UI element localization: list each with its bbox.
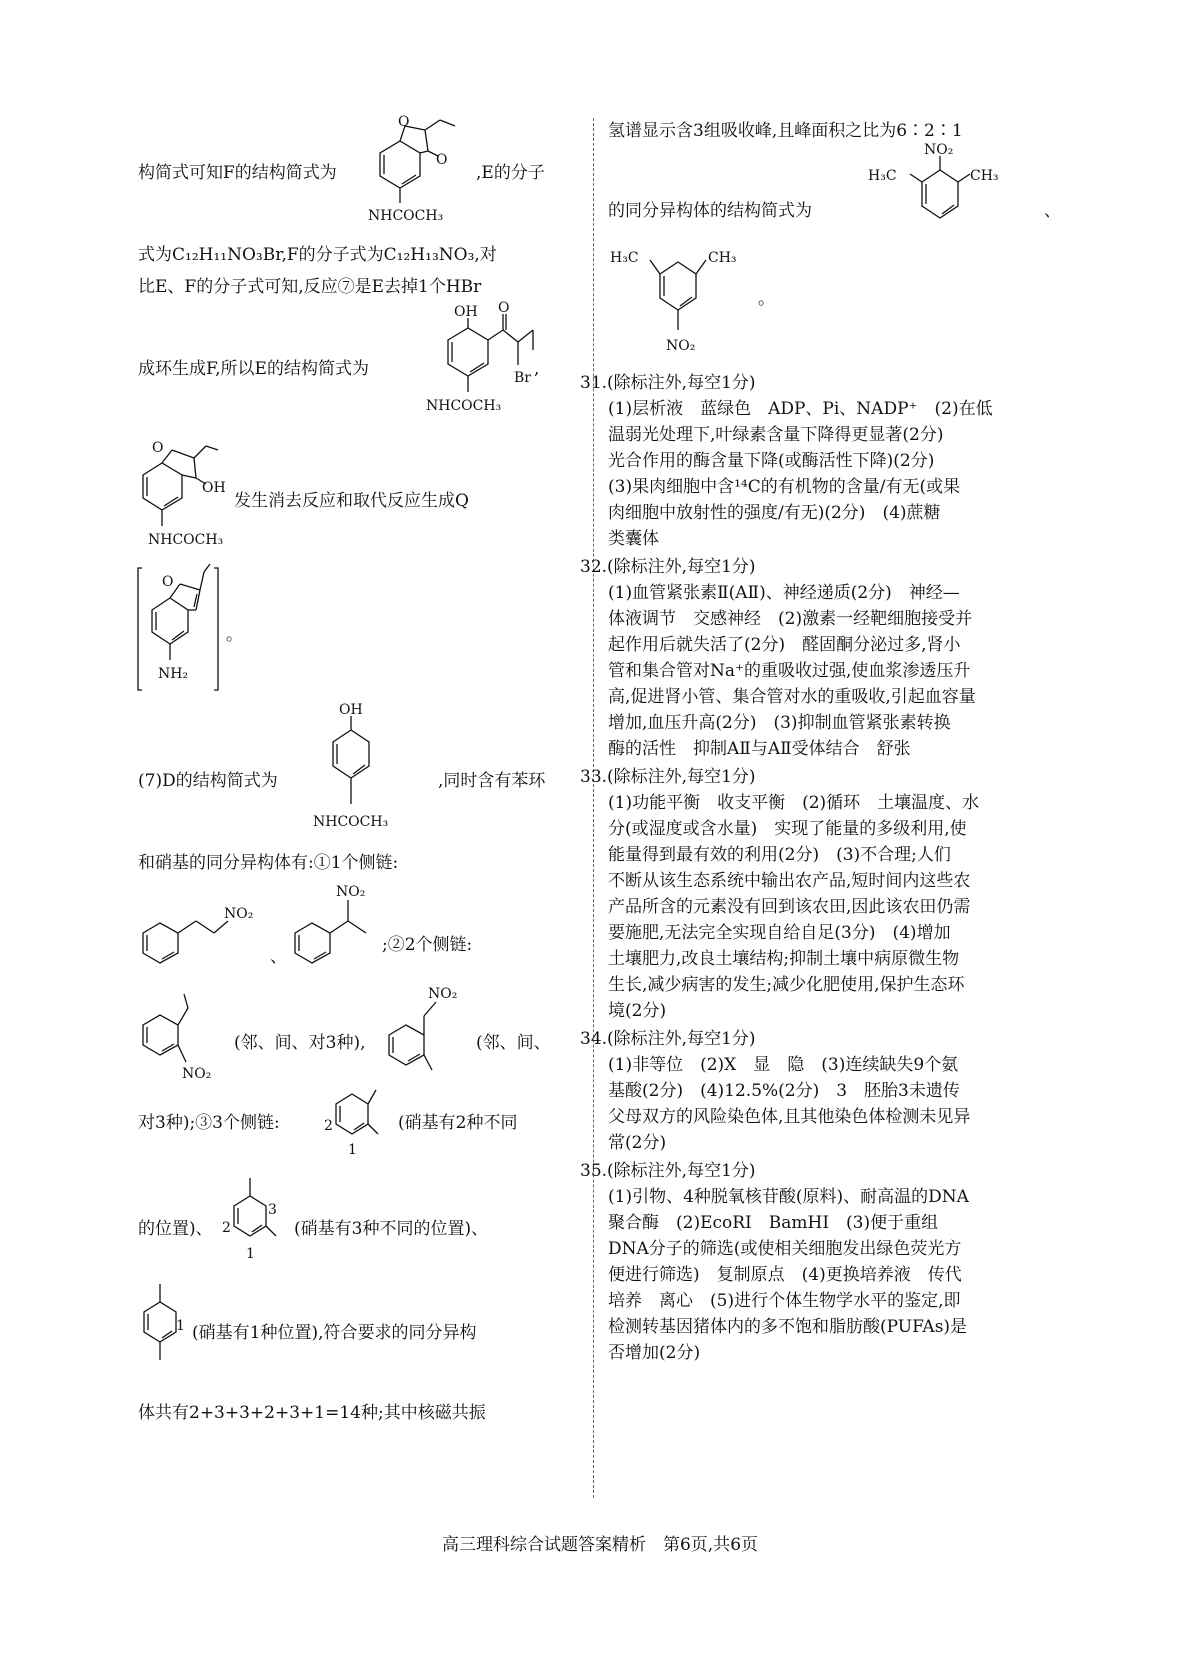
q35-line-a: (1)引物、4种脱氧核苷酸(原料)、耐高温的DNA <box>608 1187 969 1207</box>
q33-line-i: 境(2分) <box>608 1001 667 1021</box>
left-line-5: 发生消去反应和取代反应生成Q <box>234 491 469 511</box>
isomer-3a-pos-1: 1 <box>348 1142 357 1158</box>
isomer-2b <box>384 980 484 1094</box>
q35-heading: 35.(除标注外,每空1分) <box>580 1161 756 1181</box>
left-line-4b: , <box>534 359 540 379</box>
q32-line-f: 增加,血压升高(2分) (3)抑制血管紧张素转换 <box>608 713 951 733</box>
q31-line-a: (1)层析液 蓝绿色 ADP、Pi、NADP⁺ (2)在低 <box>608 399 993 419</box>
q-substituent: NH₂ <box>158 666 189 682</box>
q35-line-e: 培养 离心 (5)进行个体生物学水平的鉴定,即 <box>608 1291 961 1311</box>
left-line-2: 式为C₁₂H₁₁NO₃Br,F的分子式为C₁₂H₁₃NO₃,对 <box>138 245 497 265</box>
d-substituent: NHCOCH₃ <box>313 814 389 830</box>
left-line-14: 体共有2+3+3+2+3+1=14种;其中核磁共振 <box>138 1403 486 1423</box>
q35-line-d: 便进行筛选) 复制原点 (4)更换培养液 传代 <box>608 1265 962 1285</box>
q31-line-e: 肉细胞中放射性的强度/有无)(2分) (4)蔗糖 <box>608 503 941 523</box>
isomer-2b-nitro: NO₂ <box>428 986 458 1002</box>
isomer-3b <box>220 1174 300 1288</box>
q31-line-d: (3)果肉细胞中含¹⁴C的有机物的含量/有无(或果 <box>608 477 961 497</box>
left-line-12b: (硝基有3种不同的位置)、 <box>294 1219 489 1239</box>
q34-heading: 34.(除标注外,每空1分) <box>580 1029 756 1049</box>
e-ketone-oxygen: O <box>498 300 510 316</box>
struct-a-nitro: NO₂ <box>924 142 954 158</box>
struct-b-nitro: NO₂ <box>666 338 696 354</box>
left-line-11a: 对3种);③3个侧链: <box>138 1113 280 1133</box>
q35-line-c: DNA分子的筛选(或使相关细胞发出绿色荧光方 <box>608 1239 962 1259</box>
right-line-1: 氢谱显示含3组吸收峰,且峰面积之比为6∶2∶1 <box>608 121 963 141</box>
isomer-2a-nitro: NO₂ <box>182 1066 212 1082</box>
q33-line-b: 分(或湿度或含水量) 实现了能量的多级利用,使 <box>608 819 967 839</box>
left-line-4: 成环生成F,所以E的结构简式为 <box>138 359 369 379</box>
structure-q <box>138 560 238 704</box>
column-divider <box>593 118 594 1498</box>
isomer-1a-nitro: NO₂ <box>224 906 254 922</box>
q34-line-a: (1)非等位 (2)X 显 隐 (3)连续缺失9个氨 <box>608 1055 959 1075</box>
left-line-11b: (硝基有2种不同 <box>398 1113 518 1133</box>
structure-intermediate <box>138 440 238 564</box>
isomer-3a-pos-2: 2 <box>324 1118 333 1134</box>
q33-heading: 33.(除标注外,每空1分) <box>580 767 756 787</box>
e-hydroxyl: OH <box>454 304 478 320</box>
isomer-3b-pos-3: 3 <box>268 1202 277 1218</box>
q34-line-d: 常(2分) <box>608 1133 667 1153</box>
left-line-7b: ,同时含有苯环 <box>438 771 546 791</box>
q33-line-d: 不断从该生态系统中输出农产品,短时间内这些农 <box>608 871 971 891</box>
struct-b-methyl-left: H₃C <box>610 250 639 266</box>
q35-line-g: 否增加(2分) <box>608 1343 701 1363</box>
intermediate-substituent: NHCOCH₃ <box>148 532 224 548</box>
q31-line-c: 光合作用的酶含量下降(或酶活性下降)(2分) <box>608 451 935 471</box>
structure-d <box>303 702 423 846</box>
isomer-1a <box>138 888 268 982</box>
left-line-3: 比E、F的分子式可知,反应⑦是E去掉1个HBr <box>138 277 482 297</box>
q33-line-a: (1)功能平衡 收支平衡 (2)循环 土壤温度、水 <box>608 793 980 813</box>
right-line-2b: 、 <box>1044 201 1061 221</box>
q32-line-e: 高,促进肾小管、集合管对水的重吸收,引起血容量 <box>608 687 976 707</box>
left-line-8: 和硝基的同分异构体有:①1个侧链: <box>138 853 399 873</box>
e-bromine: Br <box>514 370 531 386</box>
q35-line-f: 检测转基因猪体内的多不饱和脂肪酸(PUFAs)是 <box>608 1317 968 1337</box>
q32-line-d: 管和集合管对Na⁺的重吸收过强,使血浆渗透压升 <box>608 661 971 681</box>
isomer-3b-pos-2: 2 <box>222 1220 231 1236</box>
structure-dimethyl-nitro-b <box>608 240 768 364</box>
isomer-3b-pos-1: 1 <box>246 1246 255 1262</box>
left-line-13: (硝基有1种位置),符合要求的同分异构 <box>192 1323 477 1343</box>
q33-line-f: 要施肥,无法完全实现自给自足(3分) (4)增加 <box>608 923 951 943</box>
q-ring-oxygen: O <box>162 574 174 590</box>
page-footer: 高三理科综合试题答案精析 第6页,共6页 <box>441 1535 759 1555</box>
q32-heading: 32.(除标注外,每空1分) <box>580 557 756 577</box>
right-line-3: 。 <box>758 289 775 309</box>
f-ketone-oxygen: O <box>436 152 448 168</box>
isomer-1b-nitro: NO₂ <box>336 884 366 900</box>
structure-f <box>360 114 480 232</box>
q33-line-h: 生长,减少病害的发生;减少化肥使用,保护生态环 <box>608 975 965 995</box>
isomer-3c <box>138 1280 198 1394</box>
struct-a-methyl-left: H₃C <box>868 168 897 184</box>
q35-line-b: 聚合酶 (2)EcoRⅠ BamHⅠ (3)便于重组 <box>608 1213 939 1233</box>
f-ring-oxygen: O <box>398 114 410 130</box>
q34-line-c: 父母双方的风险染色体,且其他染色体检测未见异 <box>608 1107 971 1127</box>
isomer-2a <box>138 990 238 1094</box>
f-substituent: NHCOCH₃ <box>368 208 444 224</box>
q31-heading: 31.(除标注外,每空1分) <box>580 373 756 393</box>
left-line-9b: ;②2个侧链: <box>382 935 473 955</box>
isomer-3c-pos-1: 1 <box>176 1318 185 1334</box>
struct-b-methyl-right: CH₃ <box>708 250 737 266</box>
left-line-1b: ,E的分子 <box>476 163 545 183</box>
q33-line-e: 产品所含的元素没有回到该农田,因此该农田仍需 <box>608 897 971 917</box>
q32-line-b: 体液调节 交感神经 (2)激素一经靶细胞接受并 <box>608 609 973 629</box>
structure-e <box>418 300 568 444</box>
structure-dimethyl-nitro-a <box>858 142 1018 256</box>
q34-line-b: 基酸(2分) (4)12.5%(2分) 3 胚胎3未遗传 <box>608 1081 960 1101</box>
left-line-10a: (邻、间、对3种), <box>234 1033 366 1053</box>
q32-line-a: (1)血管紧张素Ⅱ(AⅡ)、神经递质(2分) 神经— <box>608 583 960 603</box>
d-hydroxyl: OH <box>339 702 363 718</box>
left-line-1: 构简式可知F的结构简式为 <box>138 163 337 183</box>
intermediate-hydroxyl: OH <box>202 480 226 496</box>
intermediate-ring-oxygen: O <box>152 440 164 456</box>
q33-line-c: 能量得到最有效的利用(2分) (3)不合理;人们 <box>608 845 951 865</box>
q31-line-b: 温弱光处理下,叶绿素含量下降得更显著(2分) <box>608 425 944 445</box>
q33-line-g: 土壤肥力,改良土壤结构;抑制土壤中病原微生物 <box>608 949 960 969</box>
q32-line-c: 起作用后就失活了(2分) 醛固酮分泌过多,肾小 <box>608 635 961 655</box>
isomer-3a <box>322 1082 402 1176</box>
left-line-7: (7)D的结构简式为 <box>138 771 278 791</box>
left-line-10b: (邻、间、 <box>476 1033 551 1053</box>
left-line-6: 。 <box>226 625 243 645</box>
right-line-2: 的同分异构体的结构简式为 <box>608 201 812 221</box>
isomer-1b <box>290 878 400 982</box>
left-line-9a: 、 <box>270 947 287 967</box>
struct-a-methyl-right: CH₃ <box>970 168 999 184</box>
e-substituent: NHCOCH₃ <box>426 398 502 414</box>
left-line-12a: 的位置)、 <box>138 1219 213 1239</box>
q31-line-f: 类囊体 <box>608 529 659 549</box>
q32-line-g: 酶的活性 抑制AⅡ与AⅡ受体结合 舒张 <box>608 739 911 759</box>
